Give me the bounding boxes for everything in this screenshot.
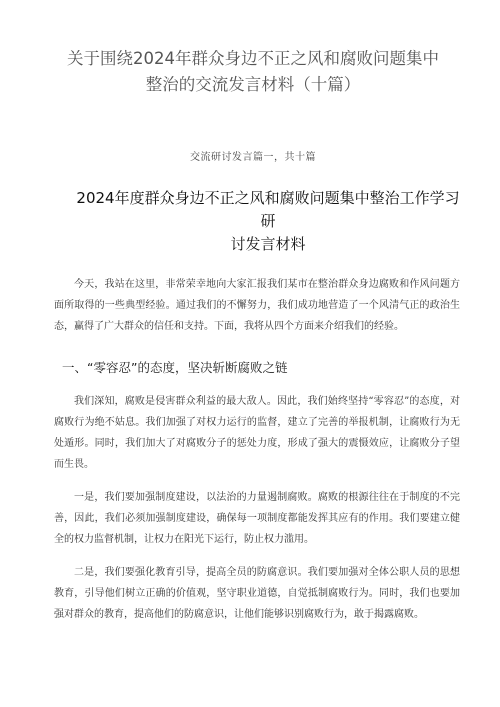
paragraph-zero-tolerance: 我们深知，腐败是侵害群众利益的最大敌人。因此，我们始终坚持“零容忍”的态度，对腐败行为绝不姑息。我们加强了对权力运行的监督，建立了完善的举报机制，让腐败行为无处遁形。同时，我们加大了对腐败分子的惩处力度，形成了强大的震慑效应，让腐败分子望而生畏。 [54, 396, 460, 470]
intro-paragraph: 今天，我站在这里，非常荣幸地向大家汇报我们某市在整治群众身边腐败和作风问题方面所取得的一些典型经验。通过我们的不懈努力，我们成功地营造了一个风清气正的政治生态，赢得了广大群众的信任和支持。下面，我将从四个方面来介绍我们的经验。 [54, 279, 460, 332]
main-heading [76, 187, 460, 256]
paragraph-system-building: 一是，我们要加强制度建设，以法治的力量遏制腐败。腐败的根源往往在于制度的不完善，因此，我们必须加强制度建设，确保每一项制度都能发挥其应有的作用。我们要建立健全的权力监督机制，让权力在阳光下运行，防止权力滥用。 [54, 492, 460, 545]
main-heading-line-2: 讨发言材料 [230, 235, 306, 253]
section-label: 交流研讨发言篇一，共十篇 [190, 152, 316, 163]
paragraph-education-guidance: 二是，我们要强化教育引导，提高全员的防腐意识。我们要加强对全体公职人员的思想教育，引导他们树立正确的价值观，坚守职业道德，自觉抵制腐败行为。同时，我们也要加强对群众的教育，提高他们的防腐意识，让他们能够识别腐败行为，敢于揭露腐败。 [54, 567, 460, 620]
main-heading-line-1: 2024年度群众身边不正之风和腐败问题集中整治工作学习研 [76, 189, 460, 230]
subheading-zero-tolerance: 一、“零容忍”的态度，坚决斩断腐败之链 [62, 360, 288, 375]
document-title-line-1: 关于围绕2024年群众身边不正之风和腐败问题集中 [67, 49, 439, 68]
document-title-line-2: 整治的交流发言材料（十篇） [145, 75, 361, 94]
document-title [46, 46, 460, 98]
